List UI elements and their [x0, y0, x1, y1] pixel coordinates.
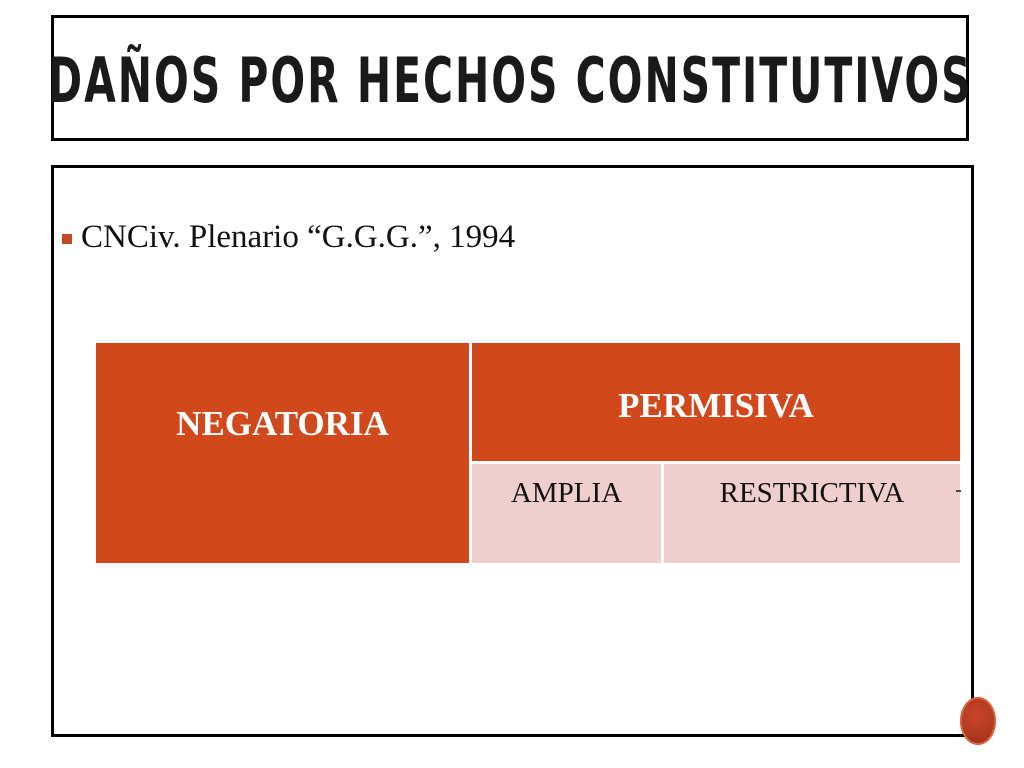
- restrictiva-cell: RESTRICTIVA: [664, 464, 960, 563]
- page-number-badge: [960, 697, 996, 745]
- negatoria-cell: NEGATORIA: [96, 343, 469, 563]
- stray-mark: [956, 490, 961, 492]
- permisiva-cell: PERMISIVA: [472, 343, 960, 461]
- square-bullet-icon: [62, 234, 72, 244]
- title-box: [47, 15, 973, 141]
- amplia-cell: AMPLIA: [472, 464, 661, 563]
- slide-title: DAÑOS POR HECHOS CONSTITUTIVOS: [47, 43, 973, 117]
- classification-table: [96, 343, 960, 563]
- bullet-item: [62, 219, 515, 256]
- bullet-text: CNCiv. Plenario “G.G.G.”, 1994: [81, 219, 516, 255]
